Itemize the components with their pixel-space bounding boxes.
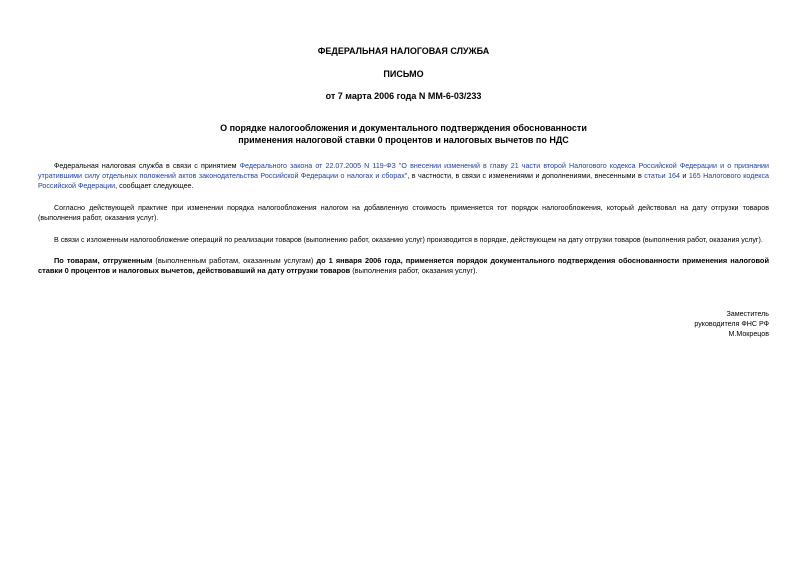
- agency-heading: ФЕДЕРАЛЬНАЯ НАЛОГОВАЯ СЛУЖБА: [317, 46, 490, 56]
- document-type-heading: ПИСЬМО: [383, 69, 424, 79]
- paragraph-goods-bold-a: По товарам, отгруженным: [54, 256, 153, 265]
- federal-law-link[interactable]: Федерального закона от 22.07.2005 N 119-ФЗ "О внесении изменений в главу 21 части второй Налогового кодекса Российской Федерации и о признании утратившими силу отдельных положений актов законодательства Российской Федерации о налогах и сборах": [38, 162, 769, 180]
- paragraph-taxation: В связи с изложенным налогообложение операций по реализации товаров (выполнению работ, оказанию услуг) производится в порядке, действующем на дату отгрузки товаров (выполнения работ, оказания услуг).: [54, 236, 763, 244]
- paragraph-goods-normal-a: (выполненным работам, оказанным услугам): [152, 256, 317, 265]
- paragraph-intro-text-b: , в частности, в связи с изменениями и дополнениями, внесенными в: [407, 172, 645, 180]
- paragraph-practice: Согласно действующей практике при изменении порядка налогообложения налогом на добавленную стоимость применяется тот порядок налогообложения, который действовал на дату отгрузки товаров (выполнения работ, оказания услуг).: [38, 204, 769, 222]
- document-title: [38, 122, 769, 146]
- paragraph-intro-text-a: Федеральная налоговая служба в связи с принятием: [54, 162, 240, 170]
- paragraph-intro: [38, 161, 769, 191]
- signature-block: [694, 309, 769, 339]
- paragraph-goods-normal-b: (выполнения работ, оказания услуг).: [350, 266, 478, 275]
- paragraph-intro-text-d: , сообщает следующее.: [115, 182, 194, 190]
- paragraph-goods-bold-b: до 1 января 2006 года, применяется порядок документального подтверждения обоснованности применения налоговой ставки 0 процентов и налоговых вычетов, действовавший на дату отгрузки товаров: [38, 256, 769, 275]
- signature-name: М.Мокрецов: [728, 330, 769, 338]
- article-165-link[interactable]: 165 Налогового кодекса Российской Федерации: [38, 172, 769, 190]
- document-title-line1: О порядке налогообложения и документального подтверждения обоснованности: [220, 123, 587, 133]
- article-164-link[interactable]: статьи 164: [644, 172, 680, 180]
- document-date-number: от 7 марта 2006 года N ММ-6-03/233: [325, 91, 482, 101]
- signature-organization: руководителя ФНС РФ: [694, 320, 769, 328]
- document-page: [38, 0, 769, 571]
- paragraph-goods-shipped: [38, 256, 769, 276]
- document-title-line2: применения налоговой ставки 0 процентов и налоговых вычетов по НДС: [238, 135, 569, 145]
- paragraph-intro-text-c: и: [679, 172, 689, 180]
- signature-position: Заместитель: [726, 310, 769, 318]
